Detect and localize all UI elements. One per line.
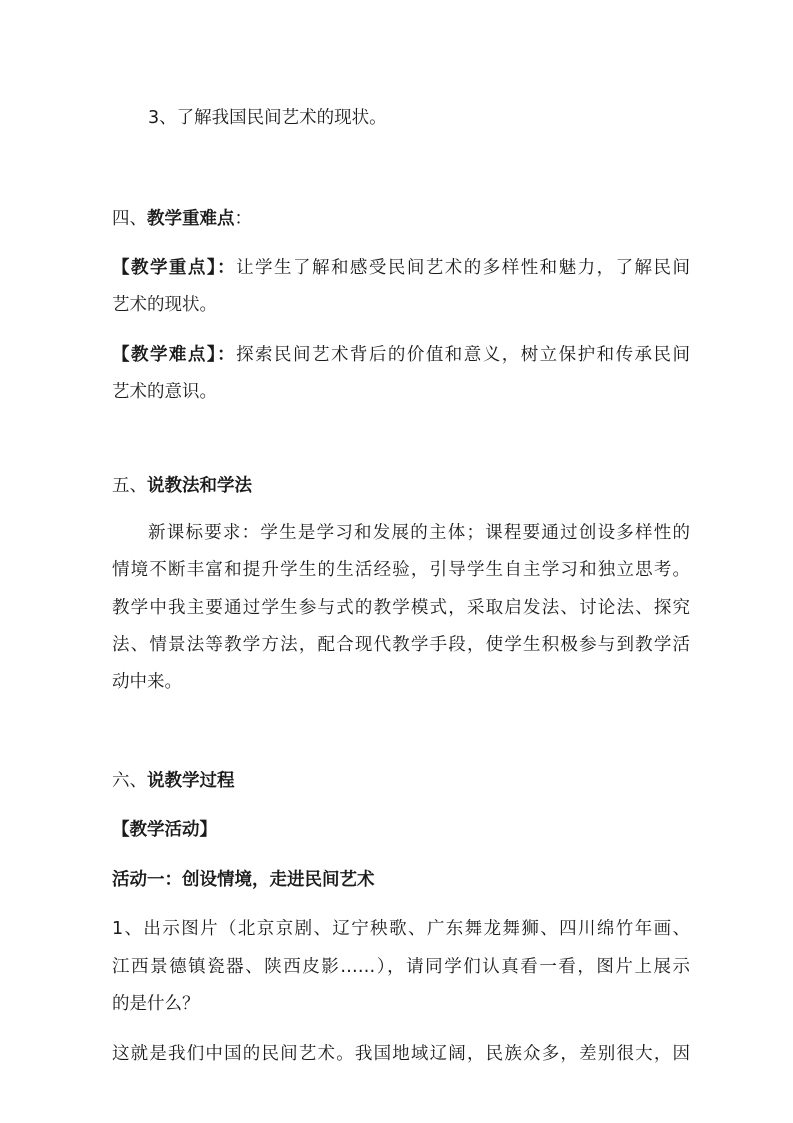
section-6-prefix: 六、 bbox=[112, 771, 147, 791]
key-point-line-2: 艺术的现状。 bbox=[112, 295, 217, 315]
section-6-heading bbox=[112, 769, 235, 793]
key-point-line-1 bbox=[112, 256, 690, 280]
key-point-label: 【教学重点】： bbox=[112, 258, 237, 278]
difficult-point-line-2: 艺术的意识。 bbox=[112, 382, 217, 402]
difficult-point-line-1 bbox=[112, 343, 690, 367]
method-para-line-2: 情境不断丰富和提升学生的生活经验，引导学生自主学习和独立思考。 bbox=[112, 560, 690, 580]
difficult-point-text-1: 探索民间艺术背后的价值和意义，树立保护和传承民间 bbox=[236, 345, 691, 365]
activities-heading: 【教学活动】 bbox=[112, 820, 217, 840]
section-5-title: 说教法和学法 bbox=[147, 476, 252, 496]
section-4-prefix: 四、 bbox=[112, 209, 147, 229]
section-5-heading bbox=[112, 474, 252, 498]
item-1-line-3: 的是什么？ bbox=[112, 994, 200, 1014]
activity-1-title: 活动一：创设情境，走进民间艺术 bbox=[112, 870, 375, 890]
section-4-heading bbox=[112, 207, 252, 231]
method-para-line-3: 教学中我主要通过学生参与式的教学模式，采取启发法、讨论法、探究 bbox=[112, 598, 690, 618]
item-1-line-2: 江西景德镇瓷器、陕西皮影……），请同学们认真看一看，图片上展示 bbox=[112, 957, 690, 977]
objective-3: 3、了解我国民间艺术的现状。 bbox=[148, 108, 387, 128]
item-1-line-1: 1、出示图片（北京京剧、辽宁秧歌、广东舞龙舞狮、四川绵竹年画、 bbox=[112, 919, 690, 939]
method-para-line-4: 法、情景法等教学方法，配合现代教学手段，使学生积极参与到教学活 bbox=[112, 635, 690, 655]
section-5-prefix: 五、 bbox=[112, 476, 147, 496]
section-6-title: 说教学过程 bbox=[147, 771, 235, 791]
difficult-point-label: 【教学难点】： bbox=[112, 345, 237, 365]
method-para-line-1: 新课标要求：学生是学习和发展的主体；课程要通过创设多样性的 bbox=[148, 523, 690, 543]
body-last-line: 这就是我们中国的民间艺术。我国地域辽阔，民族众多，差别很大，因 bbox=[112, 1044, 690, 1064]
method-para-line-5: 动中来。 bbox=[112, 672, 182, 692]
section-4-title: 教学重难点 bbox=[147, 209, 235, 229]
key-point-text-1: 让学生了解和感受民间艺术的多样性和魅力，了解民间 bbox=[236, 258, 691, 278]
section-4-suffix: ： bbox=[234, 209, 252, 229]
